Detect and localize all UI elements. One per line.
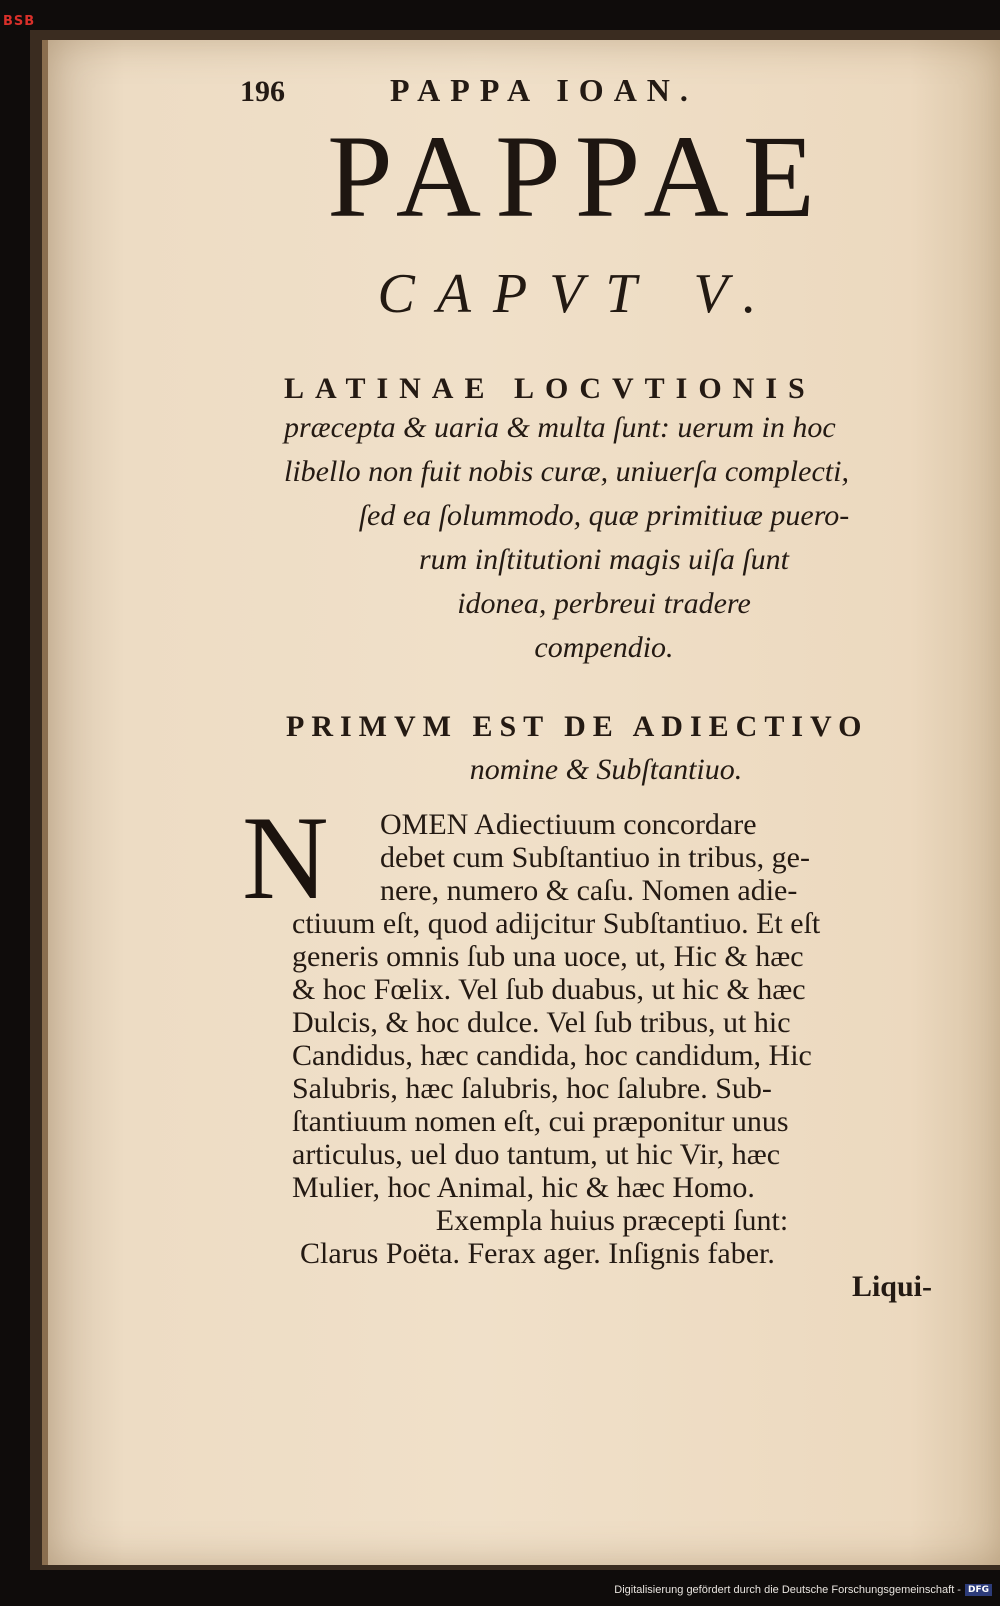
digitization-credit [614, 1584, 992, 1596]
body-line: debet cum Subſtantiuo in tribus, ge- [380, 841, 810, 874]
body-line: OMEN Adiectiuum concordare [380, 808, 757, 841]
credit-text: Digitalisierung gefördert durch die Deutsche Forschungsgemeinschaft - [614, 1584, 961, 1596]
section-subheading: nomine & Subſtantiuo. [469, 753, 743, 786]
page-number: 196 [240, 75, 285, 108]
body-line: ctiuum eſt, quod adijcitur Subſtantiuo. Et eſt [292, 907, 821, 940]
drop-cap: N [242, 791, 329, 924]
intro-line: compendio. [534, 631, 674, 664]
body-line: Salubris, hæc ſalubris, hoc ſalubre. Sub- [292, 1072, 772, 1105]
body-line: articulus, uel duo tantum, ut hic Vir, hæc [292, 1138, 781, 1171]
catchword: Liqui- [851, 1270, 932, 1303]
intro-block [284, 372, 924, 670]
body-line: nere, numero & caſu. Nomen adie- [380, 874, 798, 907]
running-title: PAPPA IOAN. [390, 72, 698, 108]
intro-line: idonea, perbreui tradere [457, 587, 751, 620]
page-title: PAPPAE [327, 111, 829, 242]
intro-line: libello non fuit nobis curæ, uniuerſa complecti, [284, 455, 849, 488]
section-block [286, 710, 926, 792]
chapter-title: CAPVT V. [377, 263, 779, 325]
dfg-logo: DFG [965, 1584, 992, 1596]
example-line: Clarus Poëta. Ferax ager. Inſignis faber. [300, 1237, 775, 1270]
body-block [292, 907, 932, 1303]
intro-line: rum inſtitutioni magis uiſa ſunt [418, 543, 790, 576]
body-line: & hoc Fœlix. Vel ſub duabus, ut hic & hæc [292, 973, 806, 1006]
running-head [240, 72, 920, 109]
body-line: generis omnis ſub una uoce, ut, Hic & hæc [292, 940, 804, 973]
body-line: Mulier, hoc Animal, hic & hæc Homo. [292, 1171, 755, 1204]
intro-line: ſed ea ſolummodo, quæ primitiuæ puero- [358, 499, 850, 532]
intro-heading: LATINAE LOCVTIONIS [284, 372, 816, 405]
intro-line: præcepta & uaria & multa ſunt: uerum in hoc [284, 411, 836, 444]
body-line: Dulcis, & hoc dulce. Vel ſub tribus, ut hic [292, 1006, 791, 1039]
body-line: ſtantiuum nomen eſt, cui præponitur unus [292, 1105, 789, 1138]
library-watermark: BSB [3, 14, 36, 29]
body-indented-block [380, 808, 930, 907]
example-heading: Exempla huius præcepti ſunt: [435, 1204, 789, 1237]
section-heading: PRIMVM EST DE ADIECTIVO [286, 710, 869, 743]
body-line: Candidus, hæc candida, hoc candidum, Hic [292, 1039, 812, 1072]
